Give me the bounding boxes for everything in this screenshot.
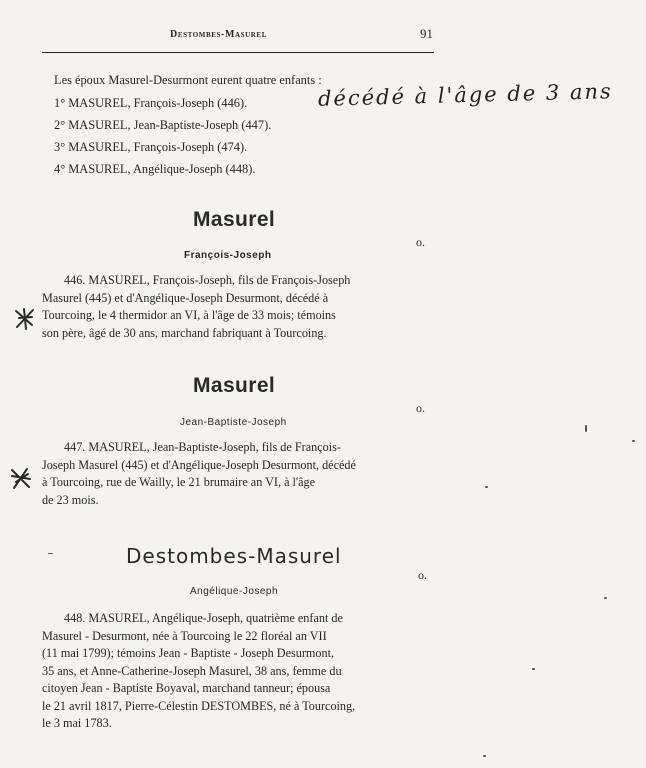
entry-447-line-2: Joseph Masurel (445) et d'Angélique-Joseph Desurmont, décédé [42, 457, 356, 472]
entry-446-surname: Masurel [193, 208, 276, 231]
entry-446-line-1: 446. MASUREL, François-Joseph, fils de François-Joseph [64, 273, 351, 287]
entry-447-line-1: 447. MASUREL, Jean-Baptiste-Joseph, fils de François- [64, 440, 341, 454]
entry-446-line-2: Masurel (445) et d'Angélique-Joseph Desurmont, décédé à [42, 290, 329, 305]
entry-448-line-5: citoyen Jean - Baptiste Boyaval, marchand tanneur; épousa [42, 681, 331, 695]
entry-446-text [42, 272, 436, 342]
child-item-2: 2° MASUREL, Jean-Baptiste-Joseph (447). [54, 118, 272, 132]
handwritten-note: décédé à l'âge de 3 ans [317, 79, 614, 111]
entry-446-given-names: François-Joseph [184, 250, 272, 261]
entry-448-line-3: (11 mai 1799); témoins Jean - Baptiste - Joseph Desurmont, [42, 646, 334, 660]
entry-448-line-1: 448. MASUREL, Angélique-Joseph, quatrième enfant de [64, 611, 343, 625]
entry-447-line-3: à Tourcoing, rue de Wailly, le 21 brumaire an VI, à l'âge [42, 475, 316, 489]
running-header-title: Destombes-Masurel [170, 29, 267, 40]
page-number: 91 [420, 26, 433, 41]
scan-speck [585, 425, 587, 432]
child-item-1: 1° MASUREL, François-Joseph (446). [54, 96, 248, 110]
entry-446-line-4: son père, âgé de 30 ans, marchand fabriquant à Tourcoing. [42, 325, 327, 340]
entry-448-text [42, 610, 436, 733]
child-item-3: 3° MASUREL, François-Joseph (474). [54, 140, 248, 154]
intro-lead: Les époux Masurel-Desurmont eurent quatre enfants : [54, 73, 322, 87]
entry-447-line-4: de 23 mois. [42, 492, 99, 507]
entry-447-mark: o. [416, 401, 425, 415]
entry-448-given-names: Angélique-Joseph [190, 586, 279, 597]
scan-speck [632, 440, 635, 442]
scan-speck [604, 597, 607, 599]
entry-448-mark: o. [418, 568, 427, 582]
scan-speck [485, 486, 488, 488]
entry-446-mark: o. [416, 235, 425, 249]
entry-448-line-7: le 3 mai 1783. [42, 716, 112, 730]
entry-447-surname: Masurel [193, 374, 276, 397]
entry-448-line-4: 35 ans, et Anne-Catherine-Joseph Masurel, 38 ans, femme du [42, 663, 342, 678]
entry-447-text [42, 439, 436, 509]
scan-speck [483, 755, 486, 757]
ink-cross-mark-icon [8, 466, 34, 492]
entry-448-surname: Destombes-Masurel [126, 544, 342, 568]
header-rule [42, 52, 434, 53]
entry-448-line-2: Masurel - Desurmont, née à Tourcoing le 22 floréal an VII [42, 628, 327, 643]
scan-speck [48, 553, 53, 554]
scan-speck [532, 668, 535, 670]
entry-446-line-3: Tourcoing, le 4 thermidor an VI, à l'âge de 33 mois; témoins [42, 308, 336, 322]
entry-448-line-6: le 21 avril 1817, Pierre-Célestin DESTOMBES, né à Tourcoing, [42, 698, 356, 713]
child-item-4: 4° MASUREL, Angélique-Joseph (448). [54, 162, 256, 176]
ink-cross-mark-icon [12, 306, 38, 332]
entry-447-given-names: Jean-Baptiste-Joseph [180, 417, 287, 428]
